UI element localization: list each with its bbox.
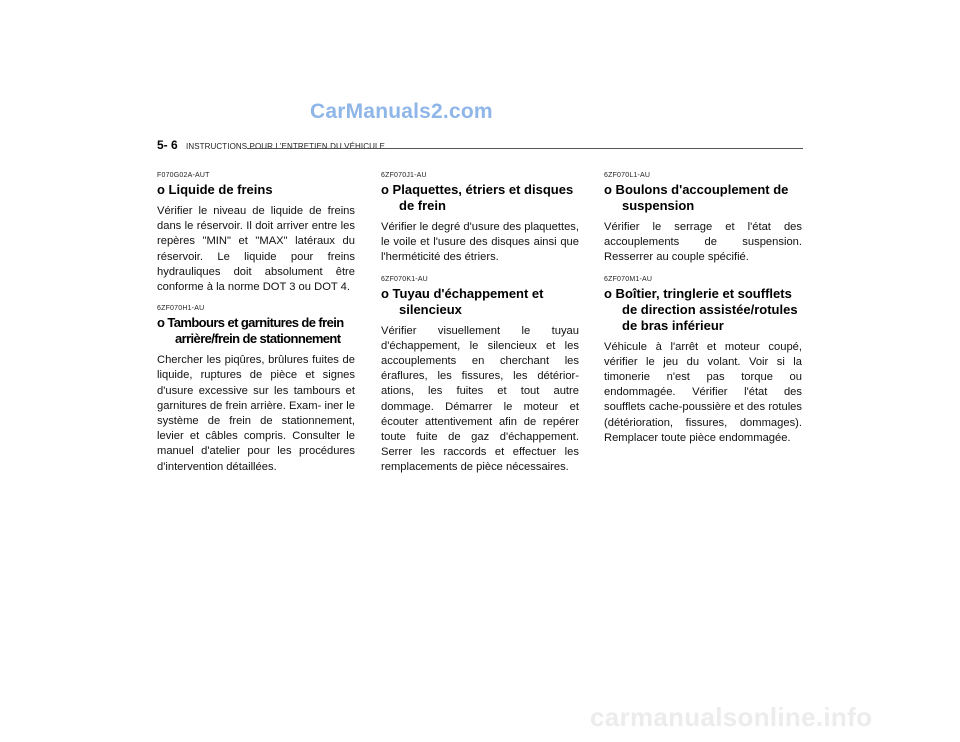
section-body: Véhicule à l'arrêt et moteur coupé, vérifier le jeu du volant. Voir si la timonerie n'est pas torque ou endommagée. Vérifier l'état des soufflets cache-poussière et des rotules (détérioration, fissures, dommages). Remplacer toute pièce endommagée. [604, 340, 802, 444]
section-code: 6ZF070H1-AU [157, 305, 205, 313]
section-brake-fluid [157, 172, 355, 295]
section-heading: o Boîtier, tringlerie et soufflets de direction assistée/rotules de bras inférieur [604, 285, 798, 333]
section-heading: o Tuyau d'échappement et silencieux [381, 285, 544, 317]
page-number: 5- 6 [157, 138, 178, 152]
section-heading: o Boulons d'accouplement de suspension [604, 182, 789, 213]
section-heading: o Plaquettes, étriers et disques de frein [381, 182, 574, 213]
section-body: Chercher les piqûres, brûlures fuites de liquide, ruptures de pièce et signes d'usure excessive sur les tambours et garnitures de frein arrière. Exam- iner le système de frein de stationnement, levier et câbles compris. Consulter le manuel d'atelier pour les procédures d'intervention détaillées. [157, 354, 355, 473]
section-rear-drums-parking-brake [157, 305, 355, 475]
page-header [157, 138, 803, 154]
section-heading: o Tambours et garnitures de frein arrière/frein de stationnement [157, 315, 344, 347]
section-body: Vérifier le degré d'usure des plaquettes, le voile et l'usure des disques ainsi que l'herméticité des étriers. [381, 221, 579, 264]
section-body: Vérifier le serrage et l'état des accouplements de suspension. Resserrer au couple spécifié. [604, 221, 802, 264]
watermark-carmanuals2[interactable]: CarManuals2.com [310, 100, 493, 123]
section-title: INSTRUCTIONS POUR L'ENTRETIEN DU VÉHICULE [186, 142, 385, 151]
section-exhaust-muffler [381, 276, 579, 476]
column-2 [381, 172, 579, 486]
header-rule [247, 148, 803, 149]
section-heading: o Liquide de freins [157, 182, 273, 197]
section-code: 6ZF070J1-AU [381, 172, 427, 179]
section-code: 6ZF070K1-AU [381, 275, 428, 283]
watermark-carmanualsonline[interactable]: carmanualsonline.info [590, 702, 873, 732]
section-suspension-bolts [604, 172, 802, 266]
section-brake-pads-discs [381, 172, 579, 266]
section-code: F070G02A-AUT [157, 172, 210, 179]
column-3 [604, 172, 802, 456]
column-1 [157, 172, 355, 485]
section-body: Vérifier le niveau de liquide de freins dans le réservoir. Il doit arriver entre les repères "MIN" et "MAX" latéraux du réservoir. Le liquide pour freins hydrauliques doit absolument être conforme à la norme DOT 3 ou DOT 4. [157, 205, 355, 294]
section-body: Vérifier visuellement le tuyau d'échappement, le silencieux et les accouplements en cherchant les éraflures, les fissures, les détérior- ations, les fuites et tout autre dommage. Démarrer le moteur et écouter attentivement afin de repérer toute fuite de gaz d'échappement. Serrer les raccords et effectuer les remplacements de pièce nécessaires. [381, 324, 579, 474]
section-code: 6ZF070L1-AU [604, 172, 651, 179]
section-code: 6ZF070M1-AU [604, 275, 653, 283]
section-steering-ball-joints [604, 276, 802, 446]
